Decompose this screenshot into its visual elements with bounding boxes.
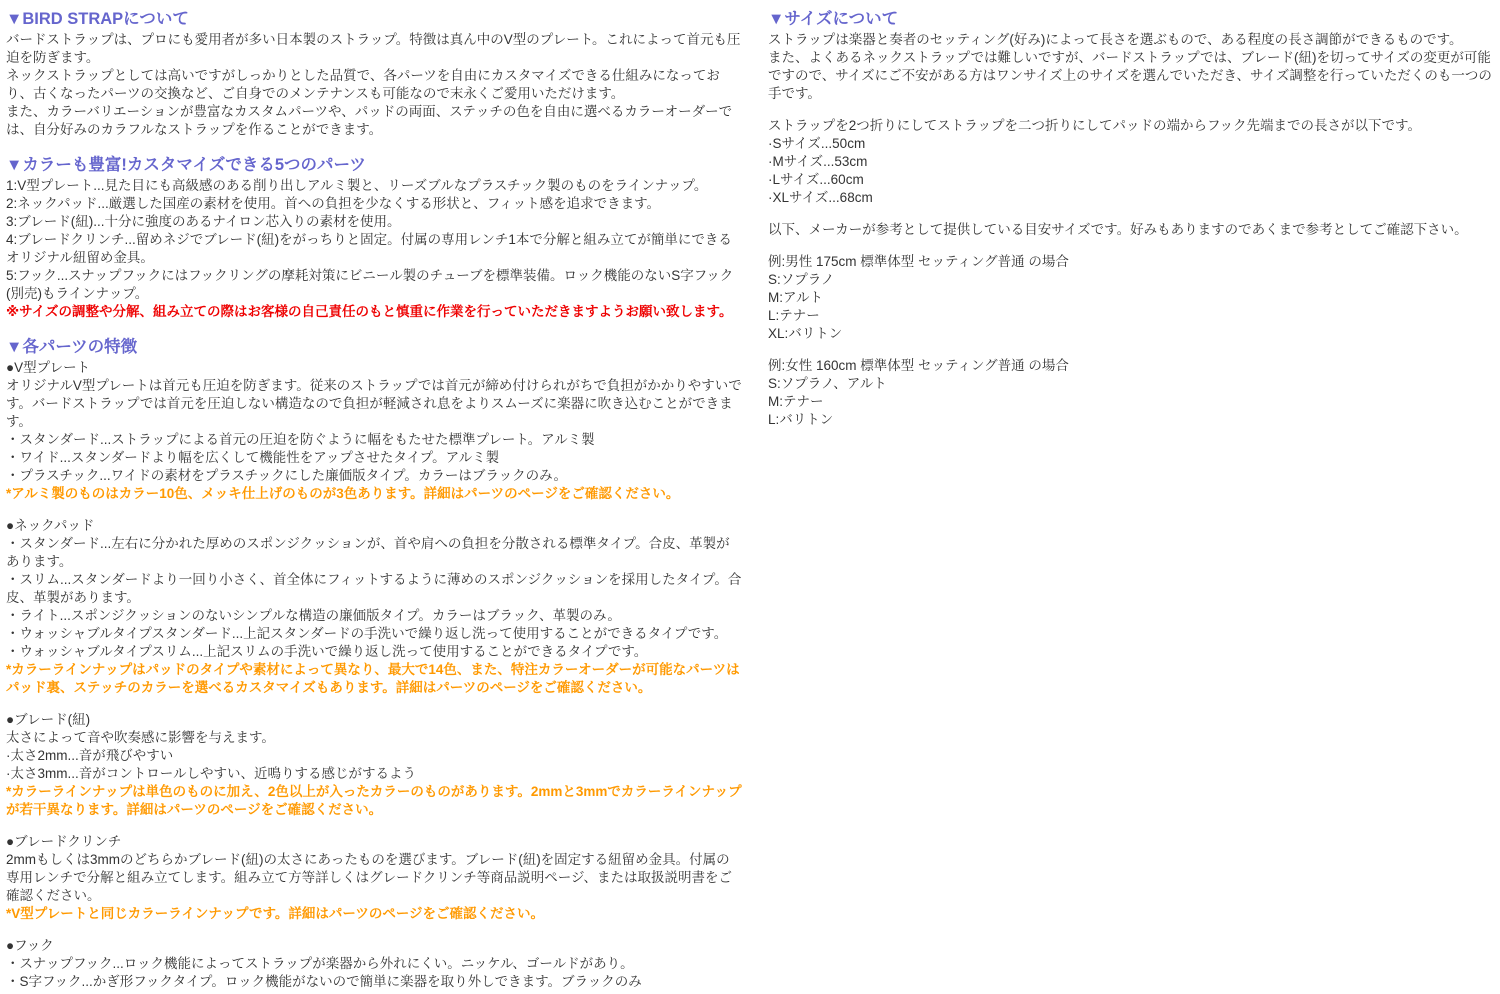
list-item: XL:バリトン xyxy=(768,326,843,341)
list-item: ・ウォッシャブルタイプスリム...上記スリムの手洗いで繰り返し洗って使用することができるタイプです。 xyxy=(6,644,648,659)
part-subheading: ●フック xyxy=(6,938,54,953)
text-line: また、カラーバリエーションが豊富なカスタムパーツや、パッドの両面、ステッチの色を自由に選べるカラーオーダーでは、自分好みのカラフルなストラップを作ることができます。 xyxy=(6,104,733,137)
list-item: ・プラスチック...ワイドの素材をプラスチックにした廉価版タイプ。カラーはブラックのみ。 xyxy=(6,468,567,483)
list-item: 2:ネックパッド...厳選した国産の素材を使用。首への負担を少なくする形状と、フィット感を追求できます。 xyxy=(6,196,661,211)
section-heading: ▼各パーツの特徴 xyxy=(6,338,138,356)
part-subheading: ●ブレードクリンチ xyxy=(6,834,122,849)
text-block xyxy=(6,711,743,819)
list-item: M:テナー xyxy=(768,394,824,409)
text-block xyxy=(6,517,743,697)
list-item: ・スタンダード...ストラップによる首元の圧迫を防ぐように幅をもたせた標準プレート。アルミ製 xyxy=(6,432,595,447)
text-block xyxy=(6,7,743,139)
list-item: S:ソプラノ、アルト xyxy=(768,376,887,391)
list-item: 1:V型プレート...見た目にも高級感のある削り出しアルミ製と、リーズブルなプラスチック製のものをラインナップ。 xyxy=(6,178,708,193)
text-line: また、よくあるネックストラップでは難しいですが、バードストラップでは、ブレード(紐)を切ってサイズの変更が可能ですので、サイズにご不安がある方はワンサイズ上のサイズを選んでいただき、サイズ調整を行っていただくのも一つの手です。 xyxy=(768,50,1492,101)
list-item: L:テナー xyxy=(768,308,820,323)
text-line: 以下、メーカーが参考として提供している目安サイズです。好みもありますのであくまで参考としてご確認下さい。 xyxy=(768,222,1468,237)
left-column xyxy=(6,7,743,994)
part-subheading: ●ブレード(紐) xyxy=(6,712,91,727)
text-block xyxy=(768,117,1498,207)
warning-text: ※サイズの調整や分解、組み立ての際はお客様の自己責任のもと慎重に作業を行っていただきますようお願い致します。 xyxy=(6,304,733,319)
list-item: ·太さ3mm...音がコントロールしやすい、近鳴りする感じがするよう xyxy=(6,766,416,781)
note-text: *アルミ製のものはカラー10色、メッキ仕上げのものが3色あります。詳細はパーツのページをご確認ください。 xyxy=(6,486,680,501)
list-item: ・スリム...スタンダードより一回り小さく、首全体にフィットするように薄めのスポンジクッションを採用したタイプ。合皮、革製があります。 xyxy=(6,572,742,605)
text-block xyxy=(768,221,1498,239)
text-line: 太さによって音や吹奏感に影響を与えます。 xyxy=(6,730,275,745)
text-block xyxy=(6,153,743,321)
note-text: *V型プレートと同じカラーラインナップです。詳細はパーツのページをご確認ください。 xyxy=(6,906,545,921)
text-block xyxy=(768,357,1498,429)
list-item: ・ワイド...スタンダードより幅を広くして機能性をアップさせたタイプ。アルミ製 xyxy=(6,450,500,465)
note-text: *カラーラインナップは単色のものに加え、2色以上が入ったカラーのものがあります。2mmと3mmでカラーラインナップが若干異なります。詳細はパーツのページをご確認ください。 xyxy=(6,784,742,817)
list-item: ·Mサイズ...53cm xyxy=(768,154,868,169)
text-line: ストラップは楽器と奏者のセッティング(好み)によって長さを選ぶもので、ある程度の長さ調節ができるものです。 xyxy=(768,32,1463,47)
list-item: ・ウォッシャブルタイプスタンダード...上記スタンダードの手洗いで繰り返し洗って使用することができるタイプです。 xyxy=(6,626,728,641)
list-item: 5:フック...スナップフックにはフックリングの摩耗対策にビニール製のチューブを標準装備。ロック機能のないS字フック(別売)もラインナップ。 xyxy=(6,268,734,301)
list-item: ·XLサイズ...68cm xyxy=(768,190,873,205)
right-column xyxy=(768,7,1498,443)
note-text: *カラーラインナップはパッドのタイプや素材によって異なり、最大で14色、また、特注カラーオーダーが可能なパーツはパッド裏、ステッチのカラーを選べるカスタマイズもあります。詳細はパーツのページをご確認ください。 xyxy=(6,662,740,695)
text-line: ストラップを2つ折りにしてストラップを二つ折りにしてパッドの端からフック先端までの長さが以下です。 xyxy=(768,118,1421,133)
text-line: バードストラップは、プロにも愛用者が多い日本製のストラップ。特徴は真ん中のV型のプレート。これによって首元も圧迫を防ぎます。 xyxy=(6,32,741,65)
section-heading: ▼サイズについて xyxy=(768,10,899,28)
part-subheading: ●ネックパッド xyxy=(6,518,95,533)
list-item: 4:ブレードクリンチ...留めネジでブレード(紐)をがっちりと固定。付属の専用レンチ1本で分解と組み立てが簡単にできるオリジナル紐留め金具。 xyxy=(6,232,732,265)
list-item: ·Sサイズ...50cm xyxy=(768,136,866,151)
text-line: オリジナルV型プレートは首元も圧迫を防ぎます。従来のストラップでは首元が締め付けられがちで負担がかかりやすいです。バードストラップでは首元を圧迫しない構造なので負担が軽減され息をよりスムーズに楽器に吹き込むことができます。 xyxy=(6,378,742,429)
list-item: S:ソプラノ xyxy=(768,272,835,287)
list-item: ・スナップフック...ロック機能によってストラップが楽器から外れにくい。ニッケル、ゴールドがあり。 xyxy=(6,956,634,971)
text-block xyxy=(768,7,1498,103)
text-block xyxy=(6,937,743,991)
list-item: 3:ブレード(紐)...十分に強度のあるナイロン芯入りの素材を使用。 xyxy=(6,214,401,229)
text-line: 例:男性 175cm 標準体型 セッティング普通 の場合 xyxy=(768,254,1069,269)
text-block xyxy=(6,833,743,923)
section-heading: ▼BIRD STRAPについて xyxy=(6,10,189,28)
list-item: ·太さ2mm...音が飛びやすい xyxy=(6,748,174,763)
list-item: L:バリトン xyxy=(768,412,834,427)
list-item: ・S字フック...かぎ形フックタイプ。ロック機能がないので簡単に楽器を取り外しできます。ブラックのみ xyxy=(6,974,642,989)
text-line: 例:女性 160cm 標準体型 セッティング普通 の場合 xyxy=(768,358,1069,373)
list-item: ・スタンダード...左右に分かれた厚めのスポンジクッションが、首や肩への負担を分散される標準タイプ。合皮、革製があります。 xyxy=(6,536,730,569)
list-item: M:アルト xyxy=(768,290,823,305)
text-block xyxy=(768,253,1498,343)
section-heading: ▼カラーも豊富!カスタマイズできる5つのパーツ xyxy=(6,156,366,174)
text-block xyxy=(6,335,743,503)
text-line: ネックストラップとしては高いですがしっかりとした品質で、各パーツを自由にカスタマイズできる仕組みになっており、古くなったパーツの交換など、ご自身でのメンテナンスも可能なので末永くご愛用いただけます。 xyxy=(6,68,720,101)
text-line: 2mmもしくは3mmのどちらかブレード(紐)の太さにあったものを選びます。ブレード(紐)を固定する紐留め金具。付属の専用レンチで分解と組み立てします。組み立て方等詳しくはグレードクリンチ等商品説明ページ、または取扱説明書をご確認ください。 xyxy=(6,852,732,903)
list-item: ・ライト...スポンジクッションのないシンプルな構造の廉価版タイプ。カラーはブラック、革製のみ。 xyxy=(6,608,621,623)
part-subheading: ●V型プレート xyxy=(6,360,91,375)
list-item: ·Lサイズ...60cm xyxy=(768,172,864,187)
